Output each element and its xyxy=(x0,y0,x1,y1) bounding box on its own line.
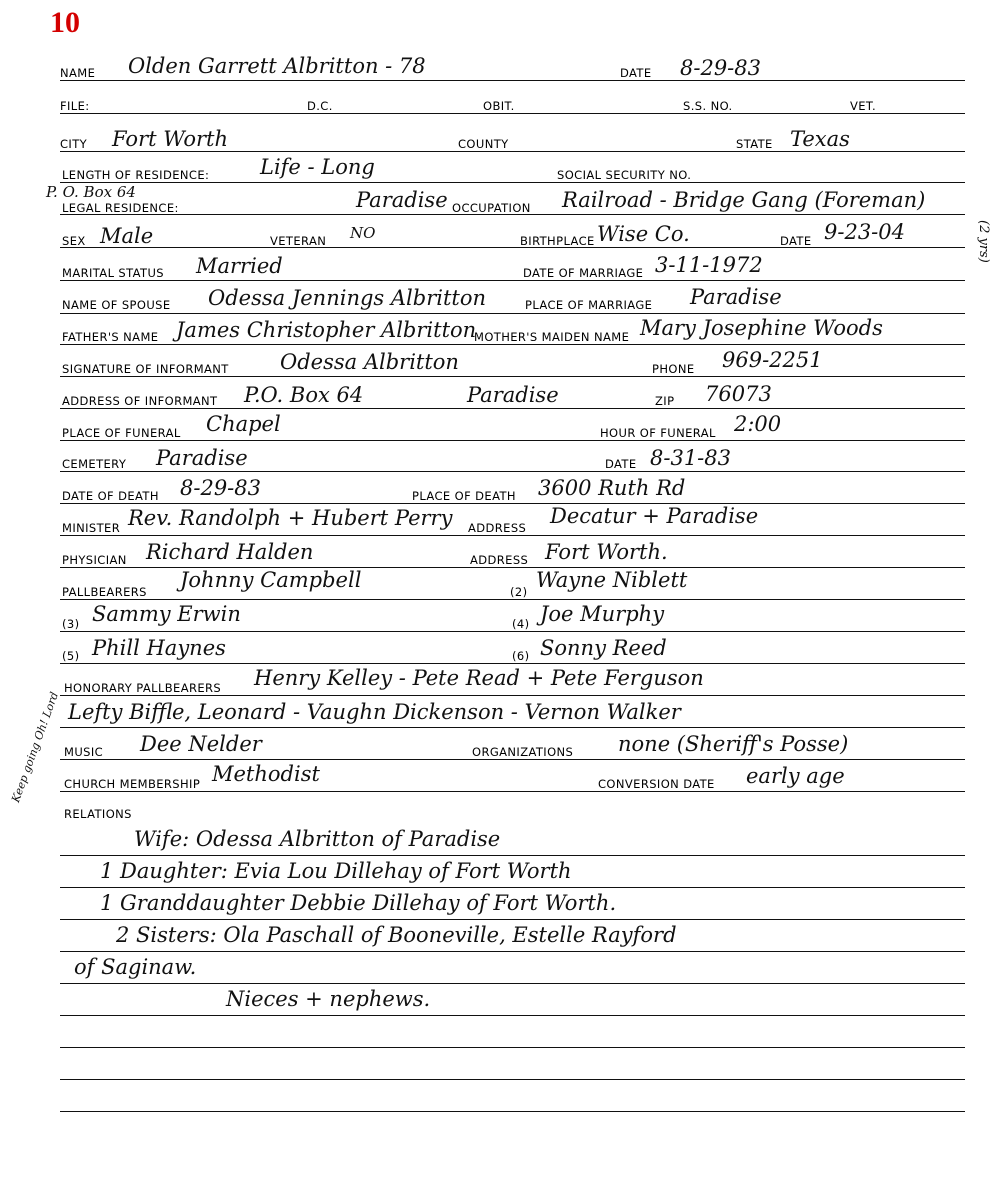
relations-line: Nieces + nephews. xyxy=(226,987,431,1011)
relations-line: 1 Granddaughter Debbie Dillehay of Fort Worth. xyxy=(100,891,617,915)
rule-relations-3 xyxy=(60,919,965,920)
value-state: Texas xyxy=(790,127,850,151)
label-informant-addr: ADDRESS OF INFORMANT xyxy=(62,394,218,408)
rule-name xyxy=(60,80,965,81)
label-father: FATHER'S NAME xyxy=(62,330,159,344)
value-church: Methodist xyxy=(212,762,320,786)
label-phone: PHONE xyxy=(652,362,695,376)
label-minister: MINISTER xyxy=(62,521,121,535)
rule-informant-addr xyxy=(60,408,965,409)
value-minister: Rev. Randolph + Hubert Perry xyxy=(128,506,453,530)
value-music-margin: Keep going Oh! Lord xyxy=(9,690,62,805)
value-legal-res-note: P. O. Box 64 xyxy=(46,183,136,201)
value-minister-addr: Decatur + Paradise xyxy=(550,504,759,528)
label-marital: MARITAL STATUS xyxy=(62,266,164,280)
value-pallbearer-3: Sammy Erwin xyxy=(92,602,241,626)
label-death-place: PLACE OF DEATH xyxy=(412,489,516,503)
rule-honorary-2 xyxy=(60,727,965,728)
value-date: 8-29-83 xyxy=(680,56,761,80)
value-name: Olden Garrett Albritton - 78 xyxy=(128,54,426,78)
value-occupation: Railroad - Bridge Gang (Foreman) xyxy=(562,188,926,212)
value-marriage-place: Paradise xyxy=(690,285,782,309)
rule-sex xyxy=(60,247,965,248)
value-pallbearer-5: Phill Haynes xyxy=(92,636,226,660)
value-funeral-place: Chapel xyxy=(206,412,281,436)
value-music: Dee Nelder xyxy=(140,732,262,756)
label-birth-date: DATE xyxy=(780,234,812,248)
value-birthplace: Wise Co. xyxy=(597,222,690,246)
value-death-place: 3600 Ruth Rd xyxy=(538,476,686,500)
label-pallbearer-2: (2) xyxy=(510,585,528,599)
rule-marital xyxy=(60,280,965,281)
relations-line: of Saginaw. xyxy=(74,955,197,979)
value-birth-margin: (2 yrs) xyxy=(976,220,991,263)
label-veteran: VETERAN xyxy=(270,234,327,248)
rule-relations-6 xyxy=(60,1015,965,1016)
rule-city xyxy=(60,151,965,152)
label-cemetery-date: DATE xyxy=(605,457,637,471)
value-city: Fort Worth xyxy=(112,127,229,151)
rule-pallbearers-3 xyxy=(60,663,965,664)
value-pallbearer-1: Johnny Campbell xyxy=(180,568,362,592)
label-conversion: CONVERSION DATE xyxy=(598,777,715,791)
rule-relations-8 xyxy=(60,1079,965,1080)
value-marriage-date: 3-11-1972 xyxy=(655,253,763,277)
label-relations: RELATIONS xyxy=(64,807,132,821)
value-organizations: none (Sheriff's Posse) xyxy=(618,732,849,756)
value-length-res: Life - Long xyxy=(260,155,375,179)
rule-funeral-place xyxy=(60,440,965,441)
rule-relations-2 xyxy=(60,887,965,888)
rule-church xyxy=(60,791,965,792)
value-mother: Mary Josephine Woods xyxy=(640,316,883,340)
label-spouse: NAME OF SPOUSE xyxy=(62,298,171,312)
label-funeral-place: PLACE OF FUNERAL xyxy=(62,426,181,440)
label-birthplace: BIRTHPLACE xyxy=(520,234,595,248)
label-pallbearer-6: (6) xyxy=(512,649,530,663)
label-marriage-place: PLACE OF MARRIAGE xyxy=(525,298,653,312)
rule-father xyxy=(60,344,965,345)
value-pallbearer-2: Wayne Niblett xyxy=(536,568,688,592)
relations-line: Wife: Odessa Albritton of Paradise xyxy=(134,827,501,851)
value-death-date: 8-29-83 xyxy=(180,476,261,500)
label-pallbearers: PALLBEARERS xyxy=(62,585,147,599)
label-city: CITY xyxy=(60,137,88,151)
label-cemetery: CEMETERY xyxy=(62,457,127,471)
label-length-res: LENGTH OF RESIDENCE: xyxy=(62,168,210,182)
page-number: 10 xyxy=(50,6,80,39)
rule-relations-5 xyxy=(60,983,965,984)
rule-relations-7 xyxy=(60,1047,965,1048)
rule-honorary-1 xyxy=(60,695,965,696)
label-physician-addr: ADDRESS xyxy=(470,553,529,567)
rule-relations-4 xyxy=(60,951,965,952)
label-date: DATE xyxy=(620,66,652,80)
label-zip: ZIP xyxy=(655,394,675,408)
rule-informant-sig xyxy=(60,376,965,377)
label-file: FILE: xyxy=(60,99,90,113)
label-organizations: ORGANIZATIONS xyxy=(472,745,574,759)
value-pallbearer-4: Joe Murphy xyxy=(540,602,665,626)
rule-relations-9 xyxy=(60,1111,965,1112)
value-spouse: Odessa Jennings Albritton xyxy=(208,286,486,310)
label-minister-addr: ADDRESS xyxy=(468,521,527,535)
label-funeral-hour: HOUR OF FUNERAL xyxy=(600,426,716,440)
label-physician: PHYSICIAN xyxy=(62,553,127,567)
label-name: NAME xyxy=(60,66,96,80)
value-birth-date: 9-23-04 xyxy=(824,220,905,244)
relations-line: 1 Daughter: Evia Lou Dillehay of Fort Worth xyxy=(100,859,572,883)
value-cemetery-date: 8-31-83 xyxy=(650,446,731,470)
label-death-date: DATE OF DEATH xyxy=(62,489,159,503)
value-funeral-hour: 2:00 xyxy=(734,412,782,436)
label-legal-res: LEGAL RESIDENCE: xyxy=(62,201,179,215)
value-informant-addr: P.O. Box 64 xyxy=(244,383,364,407)
value-informant-sig: Odessa Albritton xyxy=(280,350,459,374)
label-honorary: HONORARY PALLBEARERS xyxy=(64,681,222,695)
label-dc: D.C. xyxy=(307,99,333,113)
rule-music xyxy=(60,759,965,760)
label-occupation: OCCUPATION xyxy=(452,201,531,215)
rule-length-res xyxy=(60,182,965,183)
value-physician: Richard Halden xyxy=(146,540,314,564)
label-pallbearer-4: (4) xyxy=(512,617,530,631)
value-phone: 969-2251 xyxy=(722,348,823,372)
value-honorary-1: Henry Kelley - Pete Read + Pete Ferguson xyxy=(254,666,704,690)
label-county: COUNTY xyxy=(458,137,509,151)
value-informant-city: Paradise xyxy=(467,383,559,407)
label-obit: OBIT. xyxy=(483,99,515,113)
label-sex: SEX xyxy=(62,234,86,248)
rule-cemetery xyxy=(60,471,965,472)
value-legal-res: Paradise xyxy=(356,188,448,212)
rule-death xyxy=(60,503,965,504)
rule-file xyxy=(60,113,965,114)
rule-spouse xyxy=(60,313,965,314)
label-church: CHURCH MEMBERSHIP xyxy=(64,777,201,791)
value-pallbearer-6: Sonny Reed xyxy=(540,636,667,660)
label-state: STATE xyxy=(736,137,773,151)
label-pallbearer-3: (3) xyxy=(62,617,80,631)
rule-pallbearers-1 xyxy=(60,599,965,600)
rule-pallbearers-2 xyxy=(60,631,965,632)
value-marital: Married xyxy=(196,254,283,278)
label-informant-sig: SIGNATURE OF INFORMANT xyxy=(62,362,229,376)
value-zip: 76073 xyxy=(705,382,772,406)
value-physician-addr: Fort Worth. xyxy=(545,540,668,564)
value-cemetery: Paradise xyxy=(156,446,248,470)
value-sex: Male xyxy=(100,224,154,248)
label-ss-number: SOCIAL SECURITY NO. xyxy=(557,168,692,182)
label-mother: MOTHER'S MAIDEN NAME xyxy=(474,330,630,344)
value-honorary-2: Lefty Biffle, Leonard - Vaughn Dickenson - Vernon Walker xyxy=(68,700,681,724)
relations-line: 2 Sisters: Ola Paschall of Booneville, Estelle Rayford xyxy=(116,923,677,947)
label-ssno: S.S. NO. xyxy=(683,99,733,113)
rule-relations-1 xyxy=(60,855,965,856)
value-father: James Christopher Albritton xyxy=(176,318,477,342)
value-veteran: NO xyxy=(350,224,376,242)
label-vet: VET. xyxy=(850,99,877,113)
value-conversion: early age xyxy=(746,764,845,788)
rule-minister xyxy=(60,535,965,536)
label-music: MUSIC xyxy=(64,745,104,759)
label-marriage-date: DATE OF MARRIAGE xyxy=(523,266,644,280)
label-pallbearer-5: (5) xyxy=(62,649,80,663)
